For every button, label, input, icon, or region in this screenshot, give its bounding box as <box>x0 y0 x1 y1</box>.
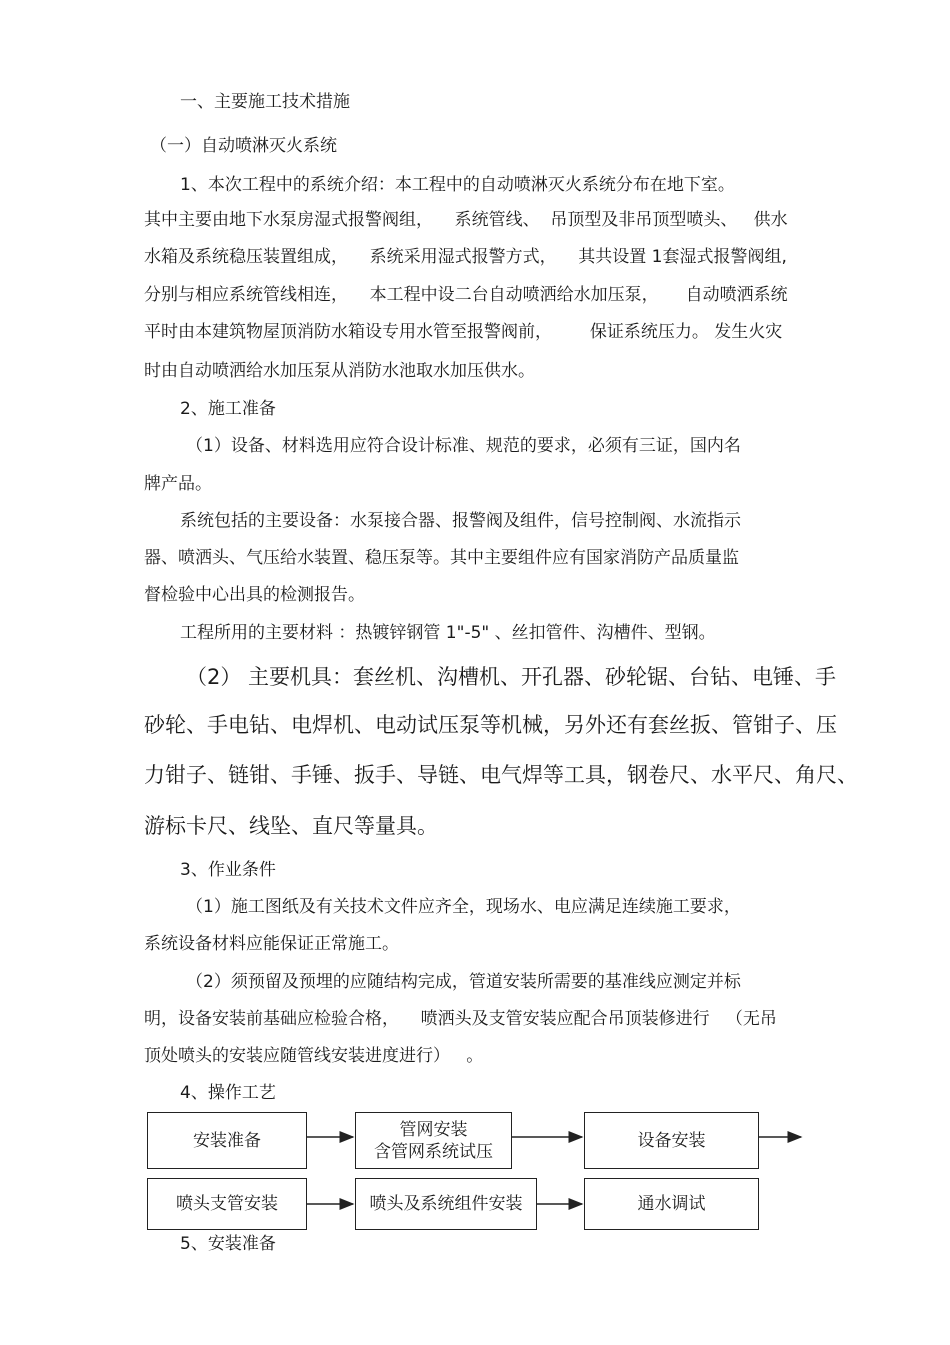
flow-box-label: 喷头及系统组件安装 <box>369 1194 523 1214</box>
item3-p2-line-2: 明，设备安装前基础应检验合格， 喷洒头及支管安装应配合吊顶装修进行 （无吊 <box>144 1009 777 1029</box>
item1-line-6: 时由自动喷洒给水加压泵从消防水池取水加压供水。 <box>144 361 535 381</box>
item1-line-2: 其中主要由地下水泵房湿式报警阀组， 系统管线、 吊顶型及非吊顶型喷头、 供水 <box>144 210 788 230</box>
item3-p1-line-1: （1）施工图纸及有关技术文件应齐全，现场水、电应满足连续施工要求， <box>186 897 741 917</box>
item4-title: 4、操作工艺 <box>180 1083 276 1103</box>
item2-p2-line-3: 督检验中心出具的检测报告。 <box>144 585 365 605</box>
item1-line-1: 1、本次工程中的系统介绍：本工程中的自动喷淋灭火系统分布在地下室。 <box>180 175 735 195</box>
sub-heading: （一）自动喷淋灭火系统 <box>150 136 337 156</box>
item3-p2-line-3: 顶处喷头的安装应随管线安装进度进行） 。 <box>144 1046 484 1066</box>
flow-box-label: 通水调试 <box>637 1194 706 1214</box>
flow-box-label: 喷头支管安装 <box>176 1194 278 1214</box>
item1-line-3: 水箱及系统稳压装置组成， 系统采用湿式报警方式， 其共设置 1套湿式报警阀组, <box>144 247 787 267</box>
item2-p2-line-1: 系统包括的主要设备：水泵接合器、报警阀及组件，信号控制阀、水流指示 <box>180 511 741 531</box>
item2-p4-line-3: 力钳子、链钳、手锤、扳手、导链、电气焊等工具，钢卷尺、水平尺、角尺、 <box>144 763 858 787</box>
item2-p3: 工程所用的主要材料 ：热镀锌钢管 1"-5" 、丝扣管件、沟槽件、型钢。 <box>180 623 716 643</box>
item1-line-4: 分别与相应系统管线相连， 本工程中设二台自动喷洒给水加压泵， 自动喷洒系统 <box>144 285 788 305</box>
item2-p1-line-1: （1）设备、材料选用应符合设计标准、规范的要求，必须有三证，国内名 <box>186 436 741 456</box>
item5-title: 5、安装准备 <box>180 1234 276 1254</box>
flow-box-label: 安装准备 <box>193 1130 261 1151</box>
flow-box-label: 设备安装 <box>637 1130 706 1151</box>
main-heading: 一、主要施工技术措施 <box>180 92 350 112</box>
flow-box-sublabel: 含管网系统试压 <box>374 1141 493 1162</box>
item2-p4-line-2: 砂轮、手电钻、电焊机、电动试压泵等机械，另外还有套丝扳、管钳子、压 <box>144 713 837 737</box>
item1-line-5: 平时由本建筑物屋顶消防水箱设专用水管至报警阀前， 保证系统压力。 发生火灾 <box>144 322 783 342</box>
item3-p2-line-1: （2）须预留及预埋的应随结构完成，管道安装所需要的基准线应测定并标 <box>186 972 741 992</box>
item2-p1-line-2: 牌产品。 <box>144 474 212 494</box>
item2-title: 2、施工准备 <box>180 399 276 419</box>
flow-box-label: 管网安装 <box>399 1119 468 1140</box>
item2-p4-line-4: 游标卡尺、线坠、直尺等量具。 <box>144 814 438 838</box>
item2-p4-line-1: （2） 主要机具：套丝机、沟槽机、开孔器、砂轮锯、台钻、电锤、手 <box>186 665 837 689</box>
item3-title: 3、作业条件 <box>180 860 276 880</box>
item2-p2-line-2: 器、喷洒头、气压给水装置、稳压泵等。其中主要组件应有国家消防产品质量监 <box>144 548 739 568</box>
item3-p1-line-2: 系统设备材料应能保证正常施工。 <box>144 934 399 954</box>
